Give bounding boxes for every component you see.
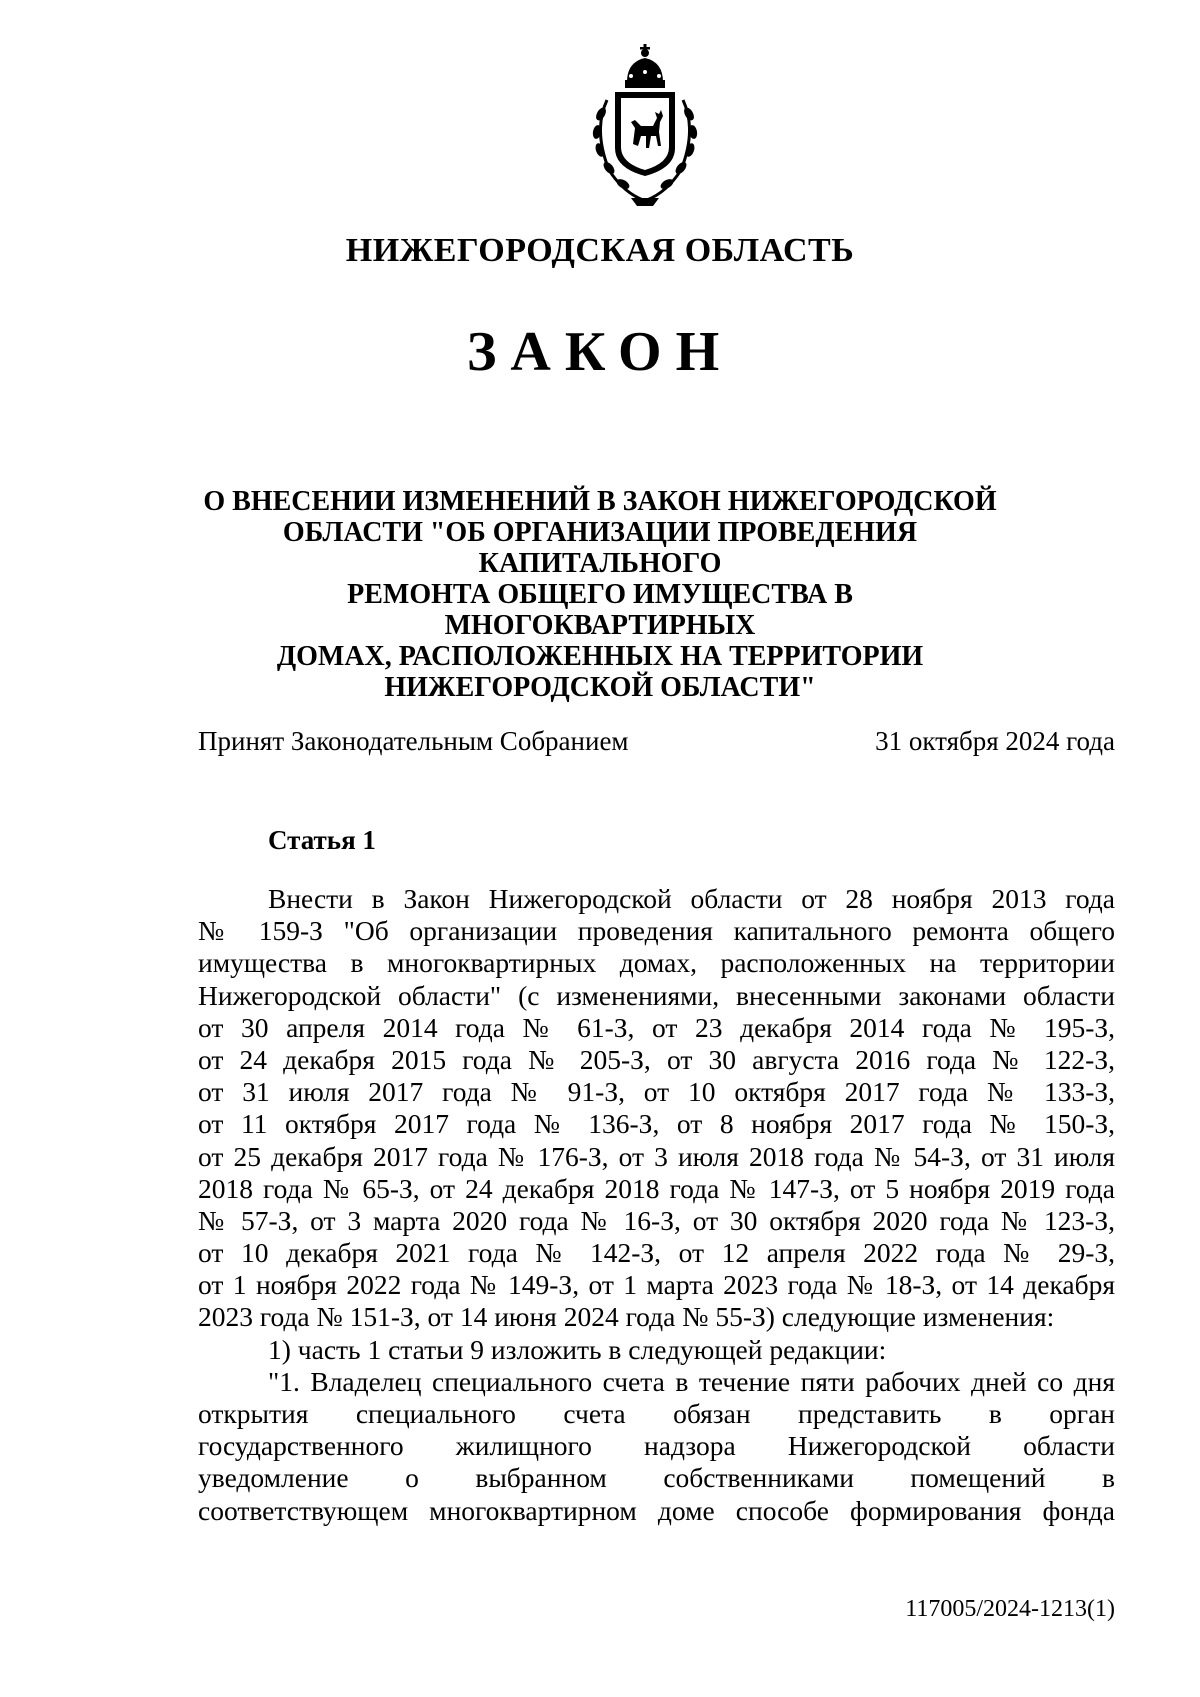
law-title-line: РЕМОНТА ОБЩЕГО ИМУЩЕСТВА В МНОГОКВАРТИРНЫХ: [347, 579, 853, 641]
document-type: ЗАКОН: [466, 321, 734, 383]
body-line: имущества в многоквартирных домах, расположенных на территории: [198, 947, 1115, 979]
coat-of-arms-icon: [575, 40, 715, 210]
body-line: открытия специального счета обязан представить в орган: [198, 1398, 1115, 1429]
body-line: 2018 года № 65-З, от 24 декабря 2018 года № 147-З, от 5 ноября 2019 года: [198, 1172, 1115, 1204]
law-title-line: ОБЛАСТИ "ОБ ОРГАНИЗАЦИИ ПРОВЕДЕНИЯ КАПИТАЛЬНОГО: [282, 517, 918, 579]
body-line: от 30 апреля 2014 года № 61-З, от 23 декабря 2014 года № 195-З,: [198, 1011, 1115, 1043]
body-line: Нижегородской области" (с изменениями, внесенными законами области: [198, 979, 1115, 1011]
body-line: от 31 июля 2017 года № 91-З, от 10 октября 2017 года № 133-З,: [198, 1076, 1115, 1108]
body-line: 2023 года № 151-З, от 14 июня 2024 года № 55-З) следующие изменения:: [198, 1301, 1055, 1333]
body-line: № 57-З, от 3 марта 2020 года № 16-З, от 30 октября 2020 года № 123-З,: [198, 1204, 1115, 1236]
region-name: НИЖЕГОРОДСКАЯ ОБЛАСТЬ: [345, 232, 855, 269]
article-body: [198, 883, 1115, 1527]
law-title-line: ДОМАХ, РАСПОЛОЖЕННЫХ НА ТЕРРИТОРИИ: [276, 641, 924, 672]
body-line: 1) часть 1 статьи 9 изложить в следующей редакции:: [268, 1333, 887, 1365]
law-title: [190, 486, 1010, 703]
body-line: Внести в Закон Нижегородской области от 28 ноября 2013 года: [268, 883, 1115, 914]
body-line: от 1 ноября 2022 года № 149-З, от 1 марта 2023 года № 18-З, от 14 декабря: [198, 1269, 1115, 1301]
article-heading: Статья 1: [268, 825, 376, 855]
document-number: 117005/2024-1213(1): [905, 1596, 1115, 1622]
body-line: "1. Владелец специального счета в течение пяти рабочих дней со дня: [268, 1365, 1115, 1397]
body-line: от 10 декабря 2021 года № 142-З, от 12 апреля 2022 года № 29-З,: [198, 1237, 1115, 1269]
adoption-info: [198, 726, 1115, 757]
body-line: от 25 декабря 2017 года № 176-З, от 3 июля 2018 года № 54-З, от 31 июля: [198, 1140, 1115, 1172]
body-line: № 159-З "Об организации проведения капитального ремонта общего: [198, 915, 1115, 947]
body-line: уведомление о выбранном собственниками помещений в: [198, 1462, 1115, 1494]
body-line: государственного жилищного надзора Нижегородской области: [198, 1430, 1115, 1462]
body-line: от 11 октября 2017 года № 136-З, от 8 ноября 2017 года № 150-З,: [198, 1108, 1115, 1140]
adopted-date: 31 октября 2024 года: [875, 726, 1115, 756]
adopted-by: Принят Законодательным Собранием: [198, 726, 629, 756]
body-line: соответствующем многоквартирном доме способе формирования фонда: [198, 1494, 1115, 1526]
law-title-line: НИЖЕГОРОДСКОЙ ОБЛАСТИ": [384, 672, 816, 703]
body-line: от 24 декабря 2015 года № 205-З, от 30 августа 2016 года № 122-З,: [198, 1043, 1115, 1075]
law-title-line: О ВНЕСЕНИИ ИЗМЕНЕНИЙ В ЗАКОН НИЖЕГОРОДСКОЙ: [203, 486, 997, 517]
